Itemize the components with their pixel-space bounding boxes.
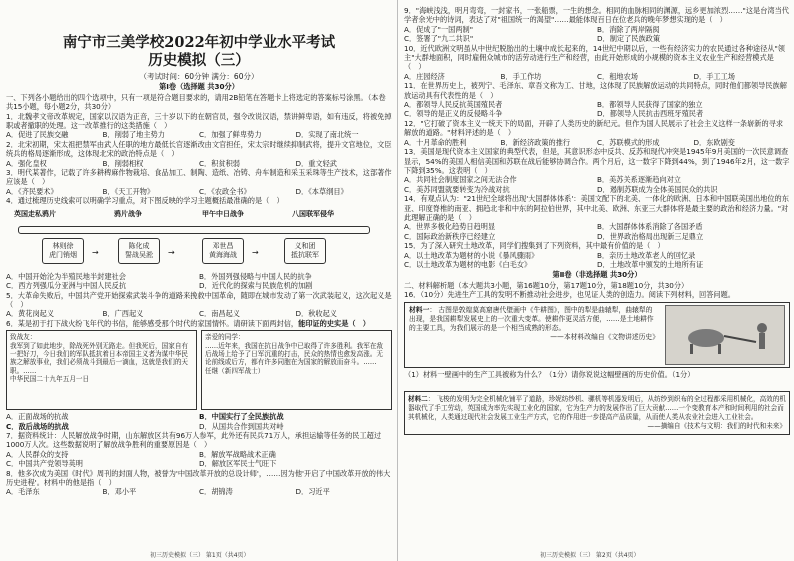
letter-2: 亲爱的同学： ……近年来，我国在抗日战争中已取得了许多胜利。我军在敌后战场上给予了日军沉重的打击，民众的热情也愈发高涨。无论前线或后方，都有许多同胞在为国家的解放而奋斗。…… 任继（新四军战士） (201, 330, 392, 410)
exam-meta: （考试时间：60分钟 满分：60分） (139, 72, 259, 81)
option: A．十月革命的胜利 (404, 137, 467, 147)
section-1-intro: 一、下列各小题给出的四个选项中，只有一项是符合题目要求的，请用2B铅笔在答题卡上将选定的答案标号涂黑。（本卷共15小题，每小题2分，共30分） (6, 92, 386, 112)
option: C．签署了"九二共识" (404, 34, 474, 44)
option: D．近代化的探索与民族危机的加剧 (199, 281, 313, 291)
material-1-text: 古图是敦煌莫高窟唐代壁画中《牛耕图》，图中的犁是曲辕犁，曲辕犁的出现，是我国耕犁发展史上的一次重大变革。使耕作更灵活方便，……是土地耕作的主要工具，为我们展示的是一个相当成熟的形态。 (409, 305, 654, 332)
option: D．东欧剧变 (693, 137, 735, 147)
option: A．共同社会制度国家之间无法合作 (404, 175, 517, 185)
question-15-options (404, 251, 790, 270)
option: A．都领导人民反抗英国殖民者 (404, 100, 503, 110)
mural-image (665, 305, 785, 365)
material-2-source: ——摘编自《技术与文明：我们的时代和未来》 (647, 422, 786, 430)
question-6-stem: 6．某是初于打下战火纷飞年代的书信，能够感受那个时代的家国情怀。请研读下面两封信， (6, 318, 299, 328)
section-1-heading: 第Ⅰ卷（选择题 共30分） (159, 82, 239, 92)
question-6-ask: 能印证的史实是（ ） (298, 318, 370, 328)
letters (6, 330, 392, 410)
option: A．正面战场的抗战 (6, 412, 69, 422)
option: B．削弱相权 (102, 158, 144, 168)
option: A．中国开始沦为半殖民地半封建社会 (6, 271, 126, 281)
material-1-text-block: 材料一： 古图是敦煌莫高窟唐代壁画中《牛耕图》，图中的犁是曲辕犁，曲辕犁的出现，是我国耕犁发展史上的一次重大变革。使耕作更灵活方便，……是土地耕作的主要工具，为我们展示的是一个相当成熟的形态。 ——本材料改编自《文物讲述历史》 (409, 305, 659, 341)
timeline-label: 甲午中日战争 (202, 209, 244, 218)
question-3: 3．明代某著作，记载了许多耕稗麻作物栽培、食品加工、制陶、造纸、冶铸、舟车制造和采玉采珠等生产技术，这部著作应该是（ ） (6, 168, 392, 187)
left-column (6, 6, 392, 497)
option: C．国际政治新秩序已经建立 (404, 231, 496, 241)
option: B．美苏关系逐渐趋向对立 (597, 175, 681, 185)
timeline-event-box: 林则徐 虎门销烟 (42, 238, 84, 264)
option: A．促进了民族交融 (6, 130, 69, 140)
material-2-text: 飞梭的发明为完全机械化铺平了道路，珍妮纺纱机、骡机等机器发明后，从纺纱到织布的全过程都采用机械化，高效的机器取代了手工劳动，英国成为率先实现工业化的国家，它为生产力的发展作出了巨大贡献……一个变教育本产和时间利用的社会而其机械化，人类通过现代社会发展工业生产方式，它的作用进一步提高产品质量，从而使人类从农业社会进入工业社会。 (408, 395, 786, 421)
question-6-options (6, 412, 392, 431)
option: D．秋收起义 (295, 309, 337, 319)
option: D．实现了南北统一 (295, 130, 359, 140)
option: D．从国共合作到国共对峙 (199, 421, 284, 431)
question-2-options (6, 159, 392, 168)
exam-subtitle: 历史模拟（三） (148, 52, 250, 69)
question-15: 15．为了深入研究土地改革，同学们搜集到了下列资料，其中最有价值的是（ ） (404, 241, 665, 251)
option: D．遏制苏联成为全体美国民众的共识 (597, 184, 718, 194)
arrow-right-icon: → (252, 247, 259, 257)
option: A．《齐民要术》 (6, 186, 58, 196)
option: C．《农政全书》 (199, 186, 251, 196)
exam-title: 南宁市三美学校2022年初中学业水平考试 (62, 34, 336, 51)
option: D．土地改革中颁发的土地所有证 (597, 259, 704, 269)
option: B．消除了两岸隔阂 (597, 24, 660, 34)
arrow-right-icon: → (92, 247, 99, 257)
question-1: 1．北魏孝文帝改革规定，国家以汉语为正音，三十岁以下的在朝官员，强令改说汉语，禁讲鲜卑语，如有违反，将被免掉职或者撤职的处理。这一改革推行的这类措施（ ） (6, 111, 392, 131)
question-8-options (6, 487, 392, 496)
letter-1: 致战友： 我军到了如此地步，除战死外别无路走。但我死后，国家自有一把好刀，今日我们的军队抵抗着日本帝国主义者为谋中华民族之解放事业，我们必须战斗到最后一滴血，这就是我们的天职。…… 中华民国二十九年五月一日 (6, 330, 197, 410)
option: B．亲历土地改革老人的回忆录 (597, 250, 696, 260)
timeline-event-box: 义和团 抵抗联军 (284, 238, 326, 264)
option: D．重文轻武 (295, 158, 337, 168)
option: A．黄花岗起义 (6, 309, 55, 319)
question-8: 8．他多次成为美国《时代》周刊的封面人物，被誉为'中国改革开放的总设计师'，……因为他'开启了中国改革开放的伟大历史进程'。材料中的他是指（ ） (6, 468, 391, 487)
question-3-options (6, 187, 392, 196)
option: C．南昌起义 (199, 309, 240, 319)
material-1-label: 材料一 (409, 305, 430, 314)
option: B．中国实行了全民族抗战 (199, 412, 284, 422)
option: C．苏联模式的形成 (597, 137, 660, 147)
timeline-event-box: 陈化成 誓战吴淞 (118, 238, 160, 264)
question-11: 11．在世界历史上，被列宁、毛泽东、章吾文称为工、甘地，这体现了民族解放运动的共同特点，同时他们都领导民族解放运动具有代表性的是（ ） (404, 81, 787, 100)
option: B．外国列强侵略与中国人民的抗争 (199, 271, 312, 281)
option: A．以土地改革为题材的小说《暴风骤雨》 (404, 250, 539, 260)
option: D．世界政治格局出现新三足鼎立 (597, 231, 704, 241)
question-6 (6, 319, 392, 328)
timeline-label: 英国走私鸦片 (14, 209, 56, 218)
question-1-options (6, 130, 392, 139)
option: B．大国群体体系消除了各国矛盾 (597, 222, 703, 232)
option: D．都领导人民抗击西班牙殖民者 (597, 109, 704, 119)
right-column (404, 6, 790, 435)
material-1-source: ——本材料改编自《文物讲述历史》 (550, 332, 659, 341)
option: B．《天工开物》 (102, 186, 155, 196)
option: C．中国共产党领导英明 (6, 459, 83, 469)
question-16: 16．（10分）先进生产工具的发明不断推动社会进步，也见证人类的创造力。阅读下列材料，回答问题。 (404, 290, 735, 300)
question-11-options (404, 100, 790, 119)
question-7: 7．据资料统计：人民解放战争时期，山东解放区共有96万人参军，此外还有民兵71万人，承担运输等任务的民工超过1000万人次。这些数据说明了解放战争胜利的重要原因是（ ） (6, 430, 382, 450)
option: A．庄园经济 (404, 71, 445, 81)
option: C．西方列强瓜分亚洲与中国人民反抗 (6, 281, 127, 291)
question-9: 9．"海峡浅浅，明月弯弯，一封家书，一张船票，一生的想念。相同的血脉相同的渊源，远乡更加浓烈……"这是台湾当代学者余光中的诗词，表达了对"祖国统一的渴望"……最能体现百日在位老兵的晚年梦想实现的是（ ） (404, 6, 789, 25)
option: A．促成了"一国两制" (404, 24, 474, 34)
question-14-options (404, 222, 790, 241)
option: B．广西起义 (102, 309, 144, 319)
question-5: 5．大革命失败后，中国共产党开始探索武装斗争的道路来挽救中国革命，随即在城市发动了第一次武装起义，这次起义是（ ） (6, 290, 392, 309)
section-2-intro: 二、材料解析题（本大题共3小题，第16题10分，第17题10分，第18题10分，共30分） (404, 280, 689, 290)
timeline-axis (18, 226, 370, 234)
option: B．削弱了地主势力 (102, 130, 165, 140)
page-footer-left: 初三历史模拟（三） 第1页（共4页） (150, 552, 250, 559)
question-4: 4．通过梳理历史线索可以明确学习重点，对下图反映的学习主题概括最准确的是（ ） (6, 196, 284, 206)
option: B．手工作坊 (500, 71, 542, 81)
timeline-event-box: 邓世昌 黄海海战 (202, 238, 244, 264)
question-16-part-1: （1）材料一壁画中的生产工具被称为什么？（1分）请你说说这幅壁画的历史价值。（1分） (404, 369, 695, 379)
question-2: 2．北宋初期，宋太祖把禁军由武人任职的地方最低长官逐渐改由文官担任，宋太宗时继续抑制武将，提升文官地位，文臣统兵的格局逐渐形成，这体现北宋的政治特点是（ ） (6, 139, 392, 159)
option: D．习近平 (295, 487, 330, 497)
option: C．敌后战场的抗战 (6, 421, 69, 431)
option: D．制定了民族政策 (597, 34, 661, 44)
question-13-options (404, 175, 790, 194)
question-14: 14．有观点认为："21世纪全球将出现'大国群体体系'：美国文配下的北美、一体化的欧洲、日本和中国联美国出地位的东亚、印度脊椎的南亚、拥趋北非和中东的阿拉伯世界，其中北美、欧洲、东亚三大群体将是最主要的政治和经济力量。"对此理解正确的是（ ） (404, 194, 789, 222)
material-1-box (404, 302, 790, 368)
option: D．手工工场 (693, 71, 735, 81)
option: B．邓小平 (102, 487, 137, 497)
timeline-label: 八国联军侵华 (292, 209, 334, 218)
arrow-right-icon: → (168, 247, 175, 257)
timeline-label: 鸦片战争 (114, 209, 142, 218)
option: D．解放区军民士气旺下 (199, 459, 277, 469)
section-2-heading: 第Ⅱ卷（非选择题 共30分） (552, 270, 642, 280)
material-2-label: 材料二 (408, 395, 428, 403)
question-9-options (404, 25, 790, 44)
option: B．都领导人民获得了国家的独立 (597, 100, 703, 110)
question-4-options (6, 272, 392, 291)
question-5-options (6, 309, 392, 318)
question-10-options (404, 72, 790, 81)
option: C．积贫积弱 (199, 158, 240, 168)
option: A．毛泽东 (6, 487, 40, 497)
question-7-options (6, 450, 392, 469)
option: A．世界多极化趋势日趋明显 (404, 222, 496, 232)
option: B．新经济政策的推行 (500, 137, 571, 147)
question-12-options (404, 138, 790, 147)
page-footer-right: 初三历史模拟（三） 第2页（共4页） (540, 552, 640, 559)
material-2-box: 材料二： 飞梭的发明为完全机械化铺平了道路，珍妮纺纱机、骡机等机器发明后，从纺纱到织布的全过程都采用机械化，高效的机器取代了手工劳动，英国成为率先实现工业化的国家，它为生产力的发展作出了巨大贡献……一个变教育本产和时间利用的社会而其机械化，人类通过现代社会发展工业生产方式，它的作用进一步提高产品质量，从而使人类从农业社会进入工业社会。 ——摘编自《技术与文明：我们的时代和未来》 (404, 391, 790, 435)
question-12: 12．"它打破了资本主义一统天下的局面，开辟了人类历史的新纪元。但作为国人民展示了社会主义这样一条崭新的寻求解放的道路。"材料评述的是（ ） (404, 118, 784, 138)
option: A．人民群众的支持 (6, 449, 69, 459)
option: C．加强了鲜卑势力 (199, 130, 262, 140)
timeline-diagram (6, 208, 392, 270)
option: C．以土地改革为题材的电影《白毛女》 (404, 259, 532, 269)
question-13: 13．美国是现代资本主义国家的典型代表，但是，其意识形态中反共、反苏和现代冲突是1945年9月美国的一次民意调查显示，54%的美国人相信美国和苏联在战后能够协调合作。两个月后，这一数字下降到44%，到了1946年2月，这一数字下降到35%。这表明（ ） (404, 147, 790, 175)
option: C．租地农场 (597, 71, 638, 81)
option: A．强化皇权 (6, 158, 47, 168)
option: C．领导的是正义的反侵略斗争 (404, 109, 503, 119)
plowing-mural-illustration (666, 306, 784, 364)
option: D．《本草纲目》 (295, 186, 348, 196)
question-10: 10．近代欧洲文明虽从中世纪脱胎出的土壤中成长起来的，14世纪中期以后，一些有经济实力的农民通过各种途径从"领主"大群地面积，同时雇佣众城市的活劳动进行生产和经营，由此开始形成的小规模的资本主义农业生产和经营模式是（ ） (404, 43, 785, 72)
option: C．美苏同盟就要转变为冷战对抗 (404, 184, 510, 194)
option: B．解放军战略战术正确 (199, 449, 276, 459)
column-divider (397, 0, 398, 561)
option: C．胡锦涛 (199, 487, 233, 497)
